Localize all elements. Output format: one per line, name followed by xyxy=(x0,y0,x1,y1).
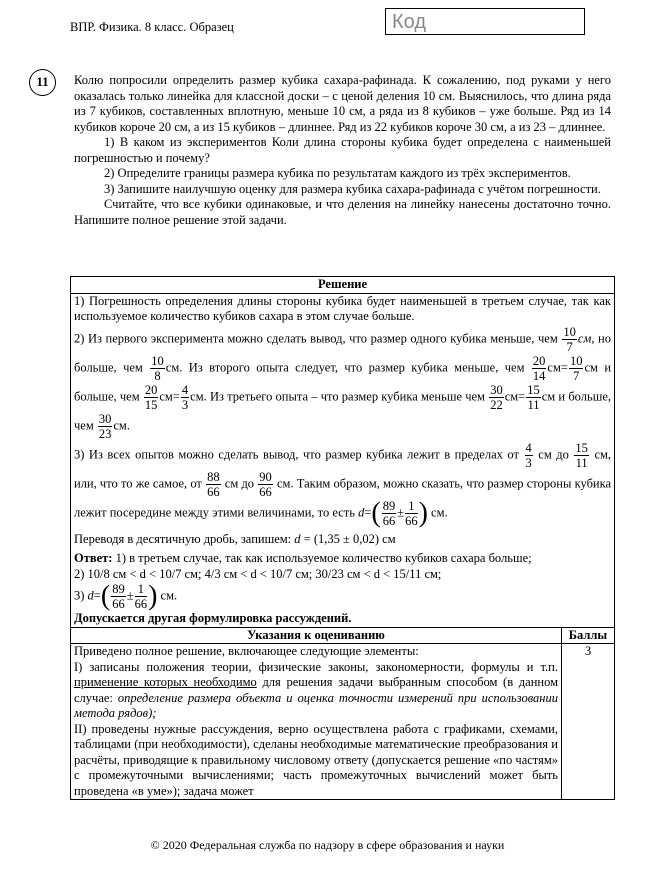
fraction: $\frac{20}{15}$ xyxy=(144,382,158,412)
solution-body xyxy=(71,293,615,627)
fraction: $\frac{4}{3}$ xyxy=(181,382,189,412)
header-title: ВПР. Физика. 8 класс. Образец xyxy=(70,20,234,34)
code-field[interactable] xyxy=(385,8,585,35)
solution-decimal: Переводя в десятичную дробь, запишем: d = (1,35 ± 0,02) см xyxy=(74,531,396,546)
criteria-body xyxy=(71,644,562,800)
fraction: $\frac{4}{3}$ xyxy=(525,440,532,470)
criteria-intro: Приведено полное решение, включающее следующие элементы: xyxy=(74,644,419,658)
points-value: 3 xyxy=(562,644,615,800)
fraction: $\frac{10}{7}$ xyxy=(563,324,576,354)
fraction: $\frac{90}{66}$ xyxy=(259,469,272,499)
criteria-item-1: I) записаны положения теории, физические законы, закономерности, формулы и т.п. применение которых необходимо для решения задачи выбранным способом (в данном случае: определение размера объекта и оценка точности измерений при использовании метода рядов); xyxy=(74,659,559,720)
criteria-header: Указания к оцениванию xyxy=(71,627,562,644)
fraction: $\frac{15}{11}$ xyxy=(527,382,540,412)
code-label: Код xyxy=(392,11,427,33)
fraction: $\frac{1}{66}$ xyxy=(134,582,148,611)
task-text xyxy=(74,73,611,228)
fraction: $\frac{30}{22}$ xyxy=(490,382,503,412)
task-number: 11 xyxy=(29,69,56,96)
points-header: Баллы xyxy=(562,627,615,644)
task-note: Считайте, что все кубики одинаковые, и что деления на линейку нанесены достаточно точно. Напишите полное решение этой задачи. xyxy=(74,197,611,227)
fraction: $\frac{10}{7}$ xyxy=(569,353,583,383)
solution-answer-1: Ответ: 1) в третьем случае, так как используемое количество кубиков сахара больше; xyxy=(74,551,532,565)
fraction: $\frac{15}{11}$ xyxy=(575,440,588,470)
fraction: $\frac{88}{66}$ xyxy=(207,469,220,499)
solution-p2: 2) Из первого эксперимента можно сделать вывод, что размер одного кубика меньше, чем $\frac{10}{7}$ см, но больше, чем $\frac{10}{8}$ см. Из второго опыта следует, что размер кубика меньше, чем $\frac{20}{14}$ см= $\frac{10}{7}$ см и больше, чем $\frac{20}{15}$ см= $\frac{4}{3}$ см. Из третьего опыта – что размер кубика меньше чем $\frac{30}{22}$ см= $\frac{15}{11}$ см и больше, чем $\frac{30}{23}$ см. xyxy=(74,324,612,441)
footer: © 2020 Федеральная служба по надзору в сфере образования и науки xyxy=(150,838,505,852)
fraction: $\frac{20}{14}$ xyxy=(532,353,546,383)
task-question-3: 3) Запишите наилучшую оценку для размера кубика сахара-рафинада с учётом погрешности. xyxy=(104,181,601,196)
solution-p3: 3) Из всех опытов можно сделать вывод, что размер кубика лежит в пределах от $\frac{4}{3}$ см до $\frac{15}{11}$ см, или, что то же самое, от $\frac{88}{66}$ см до $\frac{90}{66}$ см. Таким образом, можно сказать, что размер стороны кубика лежит посередине между этими величинами, то есть d=( $\frac{89}{66}$ ± $\frac{1}{66}$ ) см. xyxy=(74,440,612,528)
solution-header: Решение xyxy=(71,277,615,294)
criteria-item-2: II) проведены нужные рассуждения, верно осуществлена работа с графиками, схемами, таблицами (при необходимости), сделаны необходимые математические преобразования и расчёты, приводящие к правильному числовому ответу (допускается решение «по частям» с промежуточными вычислениями; часть промежуточных вычислений может быть проведена «в уме»); задача может xyxy=(74,721,558,798)
task-question-1: 1) В каком из экспериментов Коли длина стороны кубика будет определена с наименьшей погрешностью и почему? xyxy=(74,135,611,165)
solution-p1: 1) Погрешность определения длины стороны кубика будет наименьшей в третьем случае, так как используемое количество кубиков сахара в этом случае больше. xyxy=(74,293,611,323)
solution-answer-3: 3) d=( $\frac{89}{66}$ ± $\frac{1}{66}$ ) см. xyxy=(74,580,178,612)
fraction: $\frac{1}{66}$ xyxy=(405,498,418,528)
solution-table xyxy=(70,276,615,800)
fraction: $\frac{30}{23}$ xyxy=(98,411,112,441)
task-question-2: 2) Определите границы размера кубика по результатам каждого из трёх экспериментов. xyxy=(104,166,571,180)
task-intro: Колю попросили определить размер кубика сахара-рафинада. К сожалению, под руками у него оказалась только линейка для классной доски – с ценой деления 10 см. Выяснилось, что длина ряда из 7 кубиков, составленных вплотную, меньше 10 см, а ряда из 8 кубиков – уже больше. Ряд из 14 кубиков короче 20 см, а из 15 кубиков – длиннее. Ряд из 22 кубиков короче 30 см, а из 23 – длиннее. xyxy=(74,73,611,134)
fraction: $\frac{10}{8}$ xyxy=(151,353,164,383)
fraction: $\frac{89}{66}$ xyxy=(382,498,396,528)
solution-answer-2: 2) 10/8 см < d < 10/7 см; 4/3 см < d < 10/7 см; 30/23 см < d < 15/11 см; xyxy=(74,566,442,581)
solution-allowed-note: Допускается другая формулировка рассуждений. xyxy=(74,611,352,625)
fraction: $\frac{89}{66}$ xyxy=(112,582,125,611)
